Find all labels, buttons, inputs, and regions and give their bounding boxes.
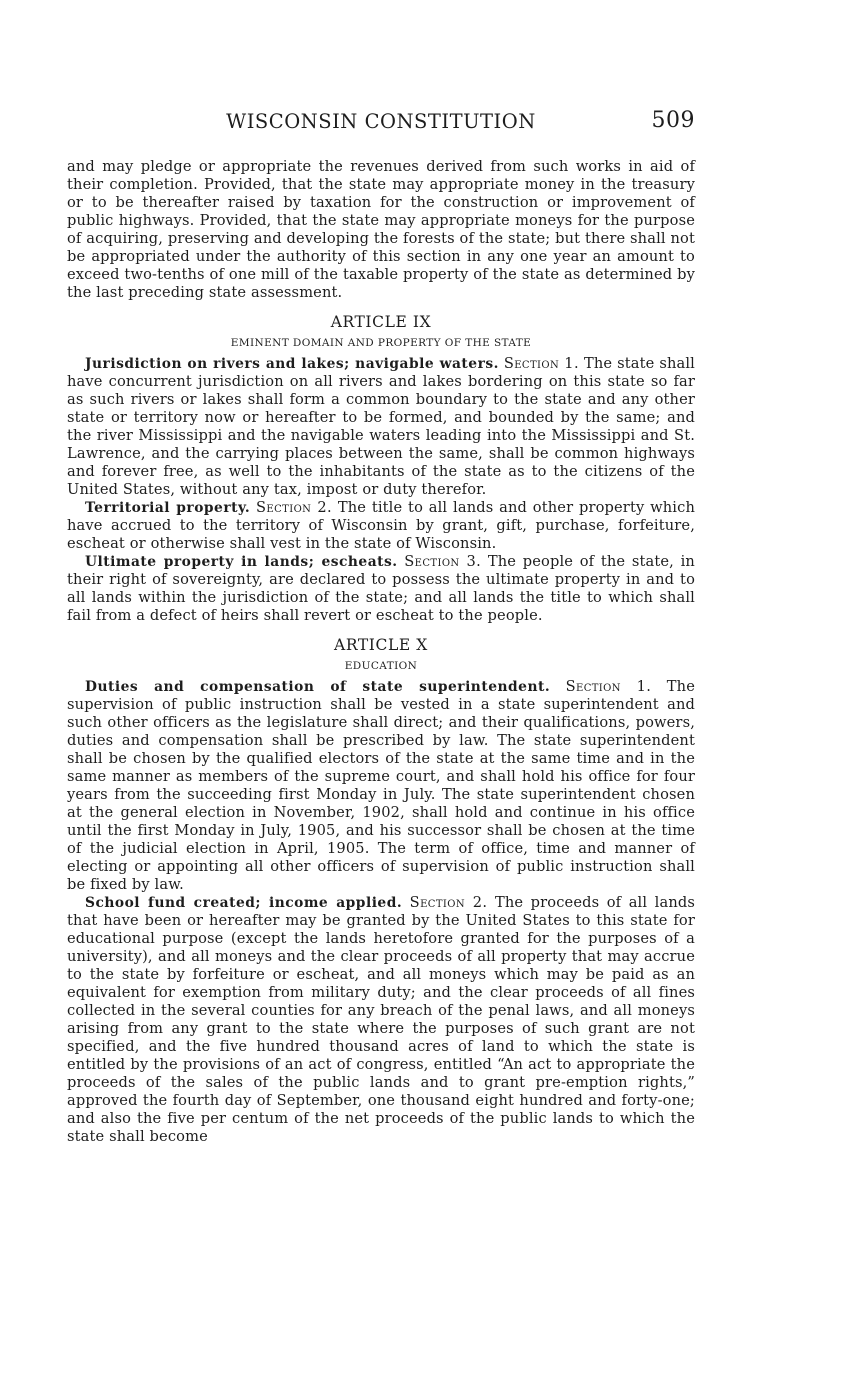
article-x-section-1 [67,678,695,894]
section-label: Section 3. [404,553,482,570]
running-title: WISCONSIN CONSTITUTION [226,110,536,133]
article-ix-section-3 [67,553,695,625]
section-text: The state shall have concurrent jurisdiction on all rivers and lakes bordering on this state so far as such rivers or lakes shall form a common boundary to the state and any other state or territory now or hereafter to be formed, and bounded by the same; and the river Mississippi and the navigable waters leading into the Mississippi and St. Lawrence, and the carrying places between the same, shall be common highways and forever free, as well to the inhabitants of the state as to the citizens of the United States, without any tax, impost or duty therefor. [67,355,695,498]
body-text [67,158,695,1146]
article-ix-section-2 [67,499,695,553]
section-text: The proceeds of all lands that have been or hereafter may be granted by the United States to this state for educational purpose (except the lands heretofore granted for the purposes of a university), and all moneys and the clear proceeds of all property that may accrue to the state by forfeiture or escheat, and all moneys which may be paid as an equivalent for exemption from military duty; and the clear proceeds of all fines collected in the several counties for any breach of the penal laws, and all moneys arising from any grant to the state where the purposes of such grant are not specified, and the five hundred thousand acres of land to which the state is entitled by the provisions of an act of congress, entitled “An act to appropriate the proceeds of the sales of the public lands and to grant pre-emption rights,” approved the fourth day of September, one thousand eight hundred and forty-one; and also the five per centum of the net proceeds of the public lands to which the state shall become [67,894,696,1145]
article-ix-title: ARTICLE IX [330,313,432,331]
section-text: The people of the state, in their right of sovereignty, are declared to possess the ultimate property in and to all lands within the jurisdiction of the state; and all lands the title to which shall fail from a defect of heirs shall revert or escheat to the people. [67,553,695,624]
section-label: Section 1. [503,355,580,372]
article-x-section-2 [67,894,695,1146]
section-heading: Territorial property. [85,500,251,516]
section-heading: School fund created; income applied. [85,895,403,911]
section-label: Section 2. [409,894,488,911]
page-number: 509 [651,108,695,133]
section-label: Section 1. [565,678,652,695]
intro-paragraph: and may pledge or appropriate the revenues derived from such works in aid of their completion. Provided, that the state may appropriate money in the treasury or to be thereafter raised by taxation for the construction or improvement of public highways. Provided, that the state may appropriate moneys for the purpose of acquiring, preserving and developing the forests of the state; but there shall not be appropriated under the authority of this section in any one year an amount to exceed two-tenths of one mill of the taxable property of the state as determined by the last preceding state assessment. [67,158,695,301]
section-text: The title to all lands and other property which have accrued to the territory of Wisconsin by grant, gift, purchase, forfeiture, escheat or otherwise shall vest in the state of Wisconsin. [67,499,695,552]
section-label: Section 2. [256,499,333,516]
document-page [67,108,695,1146]
article-x-subtitle: EDUCATION [344,660,418,672]
section-text: The supervision of public instruction shall be vested in a state superintendent and such other officers as the legislature shall direct; and their qualifications, powers, duties and compensation shall be prescribed by law. The state superintendent shall be chosen by the qualified electors of the state at the same time and in the same manner as members of the supreme court, and shall hold his office for four years from the succeeding first Monday in July. The state superintendent chosen at the general election in November, 1902, shall hold and continue in his office until the first Monday in July, 1905, and his successor shall be chosen at the time of the judicial election in April, 1905. The term of office, time and manner of electing or appointing all other officers of supervision of public instruction shall be fixed by law. [67,678,695,893]
section-heading: Ultimate property in lands; escheats. [85,554,398,570]
section-heading: Jurisdiction on rivers and lakes; navigable waters. [85,356,499,372]
article-x-title: ARTICLE X [334,636,428,654]
section-heading: Duties and compensation of state superintendent. [85,679,551,695]
article-ix-section-1 [67,355,695,499]
article-ix-subtitle: EMINENT DOMAIN AND PROPERTY OF THE STATE [230,337,532,349]
running-head [67,108,695,136]
